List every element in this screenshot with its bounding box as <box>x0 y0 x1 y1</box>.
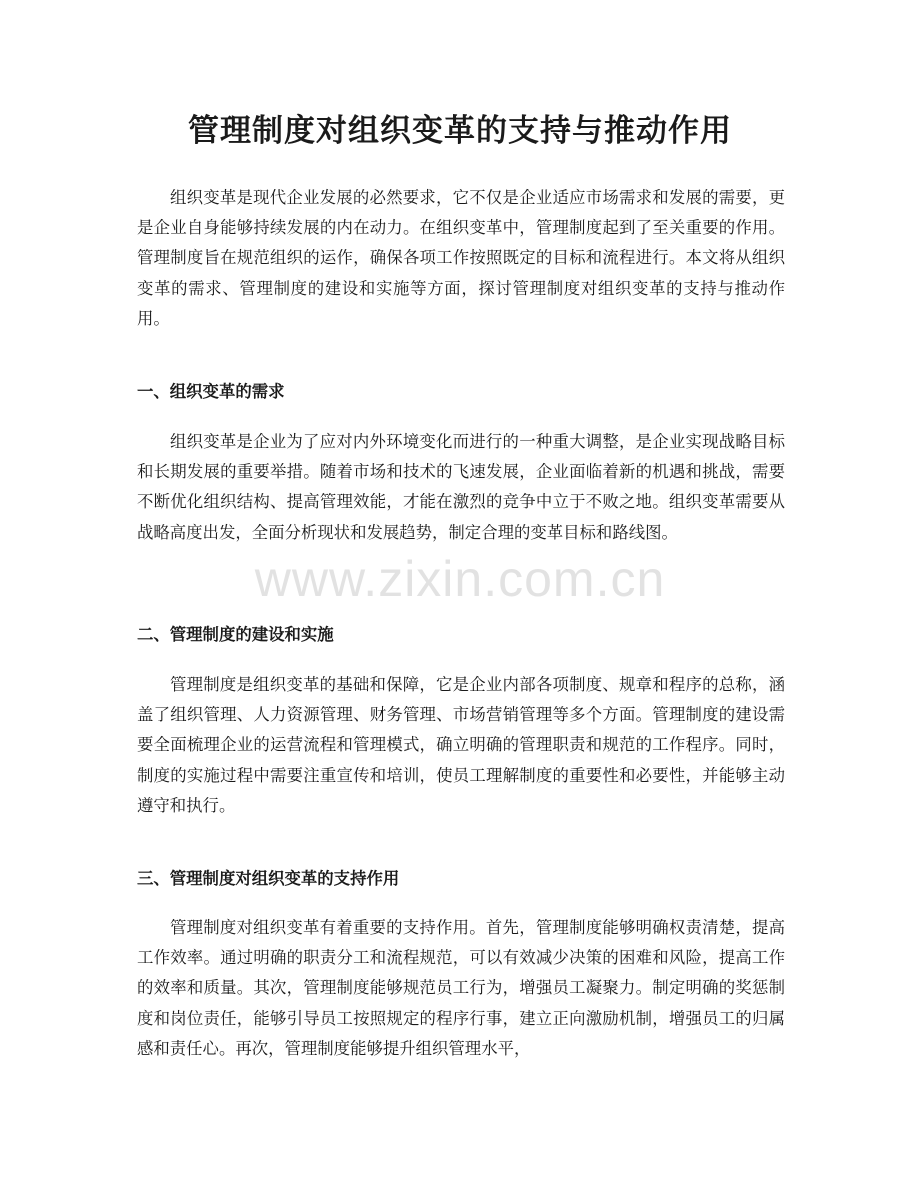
section-paragraph-3: 管理制度对组织变革有着重要的支持作用。首先，管理制度能够明确权责清楚，提高工作效率。通过明确的职责分工和流程规范，可以有效减少决策的困难和风险，提高工作的效率和质量。其次，管理制度能够规范员工行为，增强员工凝聚力。制定明确的奖惩制度和岗位责任，能够引导员工按照规定的程序行事，建立正向激励机制，增强员工的归属感和责任心。再次，管理制度能够提升组织管理水平， <box>137 918 785 1058</box>
watermark-text: www.zixin.com.cn <box>254 551 666 607</box>
section-heading-3: 三、管理制度对组织变革的支持作用 <box>137 869 400 888</box>
intro-paragraph: 组织变革是现代企业发展的必然要求，它不仅是企业适应市场需求和发展的需要，更是企业自身能够持续发展的内在动力。在组织变革中，管理制度起到了至关重要的作用。管理制度旨在规范组织的运作，确保各项工作按照既定的目标和流程进行。本文将从组织变革的需求、管理制度的建设和实施等方面，探讨管理制度对组织变革的支持与推动作用。 <box>137 188 785 328</box>
document-title: 管理制度对组织变革的支持与推动作用 <box>188 113 732 149</box>
section-paragraph-2: 管理制度是组织变革的基础和保障，它是企业内部各项制度、规章和程序的总称，涵盖了组织管理、人力资源管理、财务管理、市场营销管理等多个方面。管理制度的建设需要全面梳理企业的运营流程和管理模式，确立明确的管理职责和规范的工作程序。同时，制度的实施过程中需要注重宣传和培训，使员工理解制度的重要性和必要性，并能够主动遵守和执行。 <box>137 675 785 815</box>
section-heading-1: 一、组织变革的需求 <box>137 382 285 401</box>
section-paragraph-1: 组织变革是企业为了应对内外环境变化而进行的一种重大调整，是企业实现战略目标和长期发展的重要举措。随着市场和技术的飞速发展，企业面临着新的机遇和挑战，需要不断优化组织结构、提高管理效能，才能在激烈的竞争中立于不败之地。组织变革需要从战略高度出发，全面分析现状和发展趋势，制定合理的变革目标和路线图。 <box>137 432 785 542</box>
section-heading-2: 二、管理制度的建设和实施 <box>137 625 334 644</box>
